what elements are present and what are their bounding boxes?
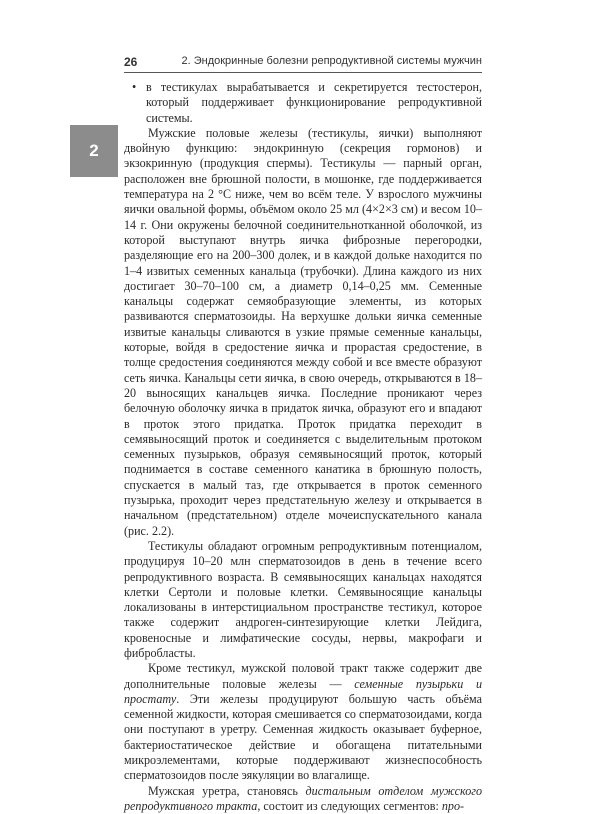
chapter-tab: 2 [70,125,118,177]
paragraph-testicles: Мужские половые железы (тестикулы, яички) выполняют двойную функцию: эндокринную (секреция гормонов) и экзокринную (продукция спермы). Тестикулы — парный орган, расположен вне брюшной полости, в мошонке, где поддерживается температура на 2 °С ниже, чем во всём теле. У взрослого мужчины яички овальной формы, объёмом около 25 мл (4×2×3 см) и весом 10–14 г. Они окружены белочной соединительнотканной оболочкой, из которой выступают внутрь яичка фиброзные перегородки, разделяющие его на 200–300 долек, и в каждой дольке находится по 1–4 извитых семенных канальца (трубочки). Длина каждого из них достигает 30–70–100 см, а диаметр 0,14–0,25 мм. Семенные канальцы содержат семяобразующие элементы, из которых развиваются сперматозоиды. На верхушке дольки яичка семенные извитые канальцы сливаются в узкие прямые семенные канальцы, которые, войдя в средостение яичка и прорастая средостение, в толще средостения соединяются между собой и все вместе образуют сеть яичка. Канальцы сети яичка, в свою очередь, открываются в 18–20 выносящих канальцев яичка. Последние проникают через белочную оболочку яичка в придаток яичка, образуют его и впадают в проток этого придатка. Проток придатка переходит в семявыносящий проток и соединяется с выделительным протоком семенных пузырьков, образуя семявыносящий проток, который поднимается в составе семенного канатика в брюшную полость, спускается в малый таз, где открывается в проток семенного пузырька, проходит через предстательную железу и открывается в начальном (предстательном) отделе мочеиспускательного канала (рис. 2.2). [124,125,482,538]
paragraph-urethra-emphasis: дистальным отделом мужского репродуктивного тракта [124,783,483,813]
bullet-text: в тестикулах вырабатывается и секретируется тестостерон, который поддерживает функционирование репродуктивной системы. [146,80,482,125]
paragraph-accessory-glands-text-2: . Эти железы продуцируют большую часть объёма семенной жидкости, которая смешивается со сперматозоидами, когда они поступают в уретру. Семенная жидкость оказывает буферное, бактериостатическое действие и обогащена питательными микроэлементами, которые поддерживают жизнеспособность сперматозоидов после эякуляции во влагалище. [124,691,482,783]
paragraph-urethra [124,784,482,814]
paragraph-urethra-text-2: , состоит из следующих сегментов: [257,798,442,813]
paragraph-accessory-glands-text-1: Кроме тестикул, мужской половой тракт также содержит две дополнительные половые железы — [124,661,482,691]
paragraph-accessory-glands-emphasis: семенные пузырьки и простату [124,676,482,706]
header-rule [124,72,482,73]
bullet-item [124,80,482,126]
paragraph-accessory-glands [124,661,482,783]
page-number: 26 [124,55,138,69]
page-body [124,80,482,814]
paragraph-urethra-emphasis-end: про- [441,798,465,813]
running-header: 2. Эндокринные болезни репродуктивной системы мужчин [181,55,482,67]
paragraph-reproductive-potential: Тестикулы обладают огромным репродуктивным потенциалом, продуцируя 10–20 млн сперматозоидов в день в течение всего репродуктивного возраста. В семявыносящих канальцах находятся клетки Сертоли и половые клетки. Семявыносящие канальцы локализованы в интерстициальном пространстве тестикул, которое также содержит андроген-синтезирующие клетки Лейдига, кровеносные и лимфатические сосуды, нервы, макрофаги и фибробласты. [124,538,482,660]
bullet-mark: • [132,80,137,94]
paragraph-urethra-text-1: Мужская уретра, становясь [148,783,306,798]
